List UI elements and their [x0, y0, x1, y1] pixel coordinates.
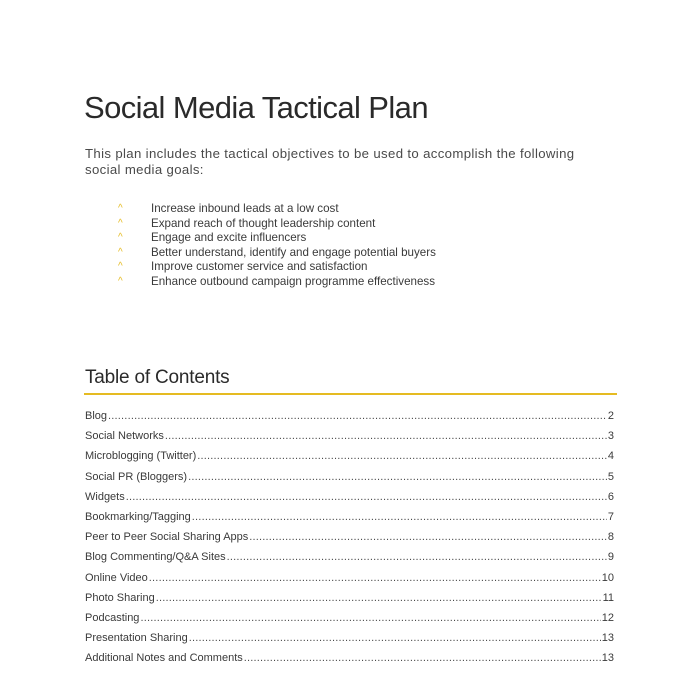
- caret-bullet-icon: ^: [118, 261, 123, 273]
- dot-leader: [188, 467, 607, 487]
- dot-leader: [192, 507, 607, 527]
- toc-page-number: 9: [607, 551, 614, 564]
- toc-entry-label: Online Video: [85, 571, 148, 584]
- toc-entry-label: Photo Sharing: [85, 591, 155, 604]
- toc-entry-label: Additional Notes and Comments: [85, 652, 243, 665]
- toc-page-number: 11: [602, 591, 614, 604]
- toc-heading: Table of Contents: [85, 367, 230, 388]
- goal-text: Improve customer service and satisfaction: [151, 260, 368, 274]
- toc-entry-additional-notes[interactable]: [85, 648, 614, 668]
- toc-entry-social-pr[interactable]: [85, 467, 614, 487]
- toc-entry-online-video[interactable]: [85, 568, 614, 588]
- toc-entry-label: Bookmarking/Tagging: [85, 510, 191, 523]
- toc-entry-label: Social PR (Bloggers): [85, 470, 188, 483]
- intro-paragraph: This plan includes the tactical objectives to be used to accomplish the following social media goals:: [85, 146, 575, 177]
- toc-page-number: 13: [601, 632, 614, 645]
- goal-text: Engage and excite influencers: [151, 231, 307, 245]
- toc-entry-photo-sharing[interactable]: [85, 588, 614, 608]
- toc-entry-blog[interactable]: [85, 406, 614, 426]
- dot-leader: [227, 547, 607, 567]
- goal-text: Expand reach of thought leadership content: [151, 216, 376, 230]
- toc-page-number: 4: [607, 450, 614, 463]
- toc-page-number: 10: [601, 571, 614, 584]
- toc-entry-label: Presentation Sharing: [85, 632, 188, 645]
- toc-page-number: 6: [607, 490, 614, 503]
- toc-entry-label: Podcasting: [85, 611, 140, 624]
- toc-entry-label: Peer to Peer Social Sharing Apps: [85, 531, 249, 544]
- dot-leader: [108, 406, 607, 426]
- caret-bullet-icon: ^: [118, 275, 123, 287]
- toc-entry-label: Blog: [85, 410, 108, 422]
- toc-page-number: 7: [607, 510, 614, 523]
- dot-leader: [197, 446, 607, 466]
- toc-entry-widgets[interactable]: [85, 487, 614, 507]
- toc-page-number: 13: [601, 652, 614, 665]
- toc-entry-label: Blog Commenting/Q&A Sites: [85, 551, 226, 564]
- dot-leader: [149, 568, 601, 588]
- caret-bullet-icon: ^: [118, 246, 123, 258]
- toc-entry-bookmarking[interactable]: [85, 507, 614, 527]
- dot-leader: [126, 487, 607, 507]
- toc-entry-label: Widgets: [85, 490, 125, 503]
- toc-entry-blog-commenting[interactable]: [85, 547, 614, 567]
- toc-entry-label: Microblogging (Twitter): [85, 450, 197, 463]
- toc-divider: [84, 393, 617, 395]
- caret-bullet-icon: ^: [118, 217, 123, 229]
- toc-page-number: 8: [607, 531, 614, 544]
- goal-text: Enhance outbound campaign programme effectiveness: [151, 274, 436, 288]
- goal-text: Better understand, identify and engage potential buyers: [151, 245, 436, 259]
- caret-bullet-icon: ^: [118, 232, 123, 244]
- dot-leader: [189, 628, 601, 648]
- dot-leader: [140, 608, 600, 628]
- dot-leader: [249, 527, 607, 547]
- dot-leader: [165, 426, 607, 446]
- goal-text: Increase inbound leads at a low cost: [151, 202, 339, 215]
- toc-entry-presentation-sharing[interactable]: [85, 628, 614, 648]
- caret-bullet-icon: ^: [118, 203, 123, 214]
- dot-leader: [244, 648, 601, 668]
- toc-entry-peer-sharing[interactable]: [85, 527, 614, 547]
- toc-entry-label: Social Networks: [85, 430, 164, 443]
- toc-entry-podcasting[interactable]: [85, 608, 614, 628]
- toc-entry-microblogging[interactable]: [85, 446, 614, 466]
- toc-entry-social-networks[interactable]: [85, 426, 614, 446]
- toc-page-number: 12: [601, 611, 614, 624]
- page-title: Social Media Tactical Plan: [84, 90, 428, 125]
- toc-page-number: 5: [607, 470, 614, 483]
- dot-leader: [156, 588, 602, 608]
- toc-page-number: 3: [607, 430, 614, 443]
- table-of-contents: [85, 406, 614, 668]
- toc-page-number: 2: [607, 410, 614, 422]
